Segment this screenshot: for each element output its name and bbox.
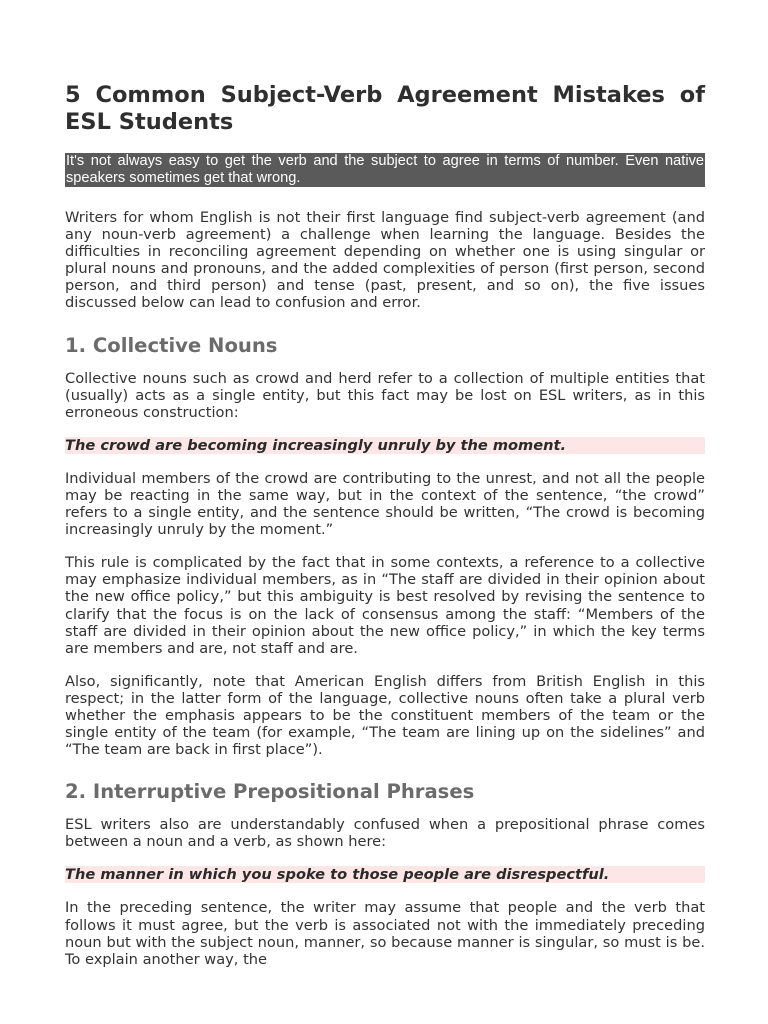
section-2-paragraph-2: In the preceding sentence, the writer may assume that people and the verb that follows it must agree, but the verb is associated not with the immediately preceding noun but with the subject noun, manner, so because manner is singular, so must is be. To explain another way, the: [65, 899, 705, 968]
intro-paragraph: Writers for whom English is not their first language find subject-verb agreement (and any noun-verb agreement) a challenge when learning the language. Besides the difficulties in reconciling agreement depending on whether one is using singular or plural nouns and pronouns, and the added complexities of person (first person, second person, and third person) and tense (past, present, and so on), the five issues discussed below can lead to confusion and error.: [65, 209, 705, 312]
section-1-paragraph-3: This rule is complicated by the fact that in some contexts, a reference to a collective may emphasize individual members, as in “The staff are divided in their opinion about the new office policy,” but this ambiguity is best resolved by revising the sentence to clarify that the focus is on the lack of consensus among the staff: “Members of the staff are divided in their opinion about the new office policy,” in which the key terms are members and are, not staff and are.: [65, 554, 705, 657]
section-1-paragraph-4: Also, significantly, note that American English differs from British English in this respect; in the latter form of the language, collective nouns often take a plural verb whether the emphasis appears to be the constituent members of the team or the single entity of the team (for example, “The team are lining up on the sidelines” and “The team are back in first place”).: [65, 672, 705, 759]
section-heading-collective-nouns: 1. Collective Nouns: [65, 333, 278, 357]
article-title: 5 Common Subject-Verb Agreement Mistakes of ESL Students: [65, 82, 705, 135]
section-1-paragraph-2: Individual members of the crowd are contributing to the unrest, and not all the people may be reacting in the same way, but in the context of the sentence, “the crowd” refers to a single entity, and the sentence should be written, “The crowd is becoming increasingly unruly by the moment.”: [65, 469, 705, 539]
section-2-paragraph-1: ESL writers also are understandably confused when a prepositional phrase comes between a noun and a verb, as shown here:: [65, 816, 705, 851]
article: [65, 82, 705, 968]
section-2-example-sentence: The manner in which you spoke to those people are disrespectful.: [65, 866, 705, 883]
section-1-example-sentence: The crowd are becoming increasingly unruly by the moment.: [65, 437, 705, 454]
lead-summary: It's not always easy to get the verb and the subject to agree in terms of number. Even native speakers sometimes get that wrong.: [66, 153, 704, 186]
section-heading-interruptive-prepositional-phrases: 2. Interruptive Prepositional Phrases: [65, 780, 475, 804]
section-1-paragraph-1: Collective nouns such as crowd and herd refer to a collection of multiple entities that (usually) acts as a single entity, but this fact may be lost on ESL writers, as in this erroneous construction:: [65, 369, 705, 421]
